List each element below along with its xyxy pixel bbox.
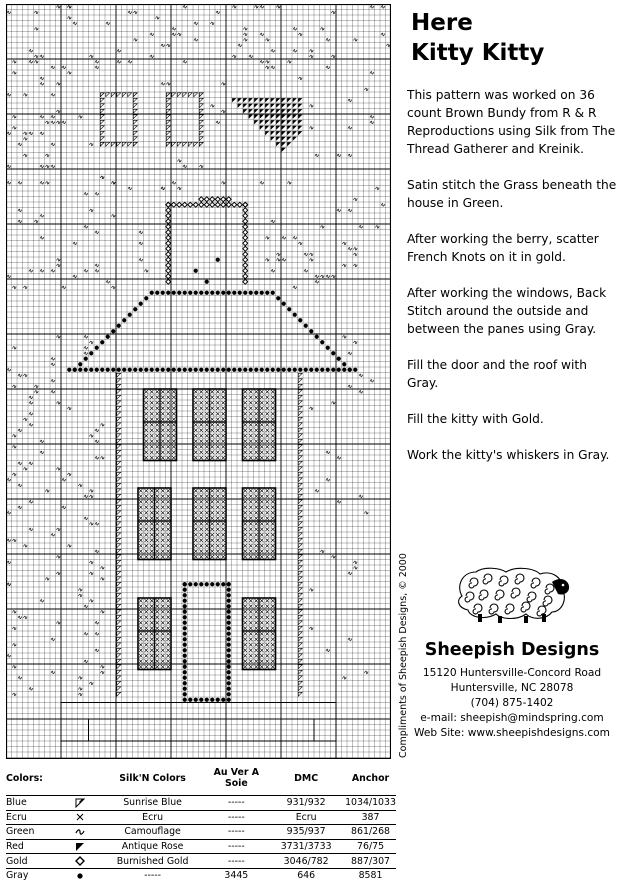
company-website: Web Site: www.sheepishdesigns.com xyxy=(414,727,610,739)
legend-row-green xyxy=(6,825,396,840)
anchor-color: 387 xyxy=(345,810,396,825)
anchor-color: 887/307 xyxy=(345,854,396,869)
silk-color: Ecru xyxy=(100,810,206,825)
copyright-credit: Compliments of Sheepish Designs, © 2000 xyxy=(398,553,409,758)
legend-header-anchor: Anchor xyxy=(351,772,390,784)
color-name: Gold xyxy=(6,854,60,869)
legend-header-colors: Colors: xyxy=(6,772,43,784)
company-email: e-mail: sheepish@mindspring.com xyxy=(420,712,604,724)
color-name: Red xyxy=(6,839,60,854)
cross-stitch-chart xyxy=(6,4,391,759)
sheep-logo xyxy=(454,566,570,624)
auver-color: ----- xyxy=(205,854,267,869)
company-name: Sheepish Designs xyxy=(424,640,600,660)
silk-color: Burnished Gold xyxy=(100,854,206,869)
color-name: Blue xyxy=(6,796,60,811)
legend-row-gold xyxy=(6,854,396,869)
legend-header-row xyxy=(6,764,396,796)
legend-header-dmc: DMC xyxy=(294,772,319,784)
instruction-grass: Satin stitch the Grass beneath the house in Green. xyxy=(407,178,617,210)
chart-grid xyxy=(6,4,391,759)
color-legend xyxy=(6,764,396,883)
color-name: Ecru xyxy=(6,810,60,825)
auver-color: 3445 xyxy=(205,868,267,882)
anchor-color: 1034/1033 xyxy=(345,797,396,809)
dmc-color: 3046/782 xyxy=(267,854,345,869)
auver-color: ----- xyxy=(205,796,267,811)
silk-color: Sunrise Blue xyxy=(100,796,206,811)
color-name: Gray xyxy=(6,868,60,882)
dmc-color: 931/932 xyxy=(267,796,345,811)
legend-row-ecru xyxy=(6,810,396,825)
silk-color: Antique Rose xyxy=(100,839,206,854)
dmc-color: Ecru xyxy=(267,810,345,825)
legend-header-auver: Au Ver A Soie xyxy=(213,767,260,789)
color-legend-table xyxy=(6,764,396,883)
instructions xyxy=(407,86,619,482)
auver-color: ----- xyxy=(205,810,267,825)
instruction-windows: After working the windows, Back Stitch around the outside and between the panes using Gray. xyxy=(407,286,607,336)
auver-color: ----- xyxy=(205,839,267,854)
legend-header-silk: Silk'N Colors xyxy=(119,772,186,784)
instruction-fabric: This pattern was worked on 36 count Brown Bundy from R & R Reproductions using Silk from The Thread Gatherer and Kreinik. xyxy=(407,88,616,156)
dmc-color: 646 xyxy=(267,868,345,882)
dmc-color: 3731/3733 xyxy=(267,839,345,854)
title-line-2: Kitty Kitty xyxy=(411,40,545,66)
title-line-1: Here xyxy=(411,10,473,36)
company-address-1: 15120 Huntersville-Concord Road xyxy=(422,667,602,679)
s-curve-icon xyxy=(60,825,100,840)
legend-header-symbol xyxy=(60,764,100,796)
dot-icon xyxy=(60,868,100,882)
company-info xyxy=(405,640,619,741)
anchor-color: 861/268 xyxy=(345,825,396,840)
company-address-2: Huntersville, NC 28078 xyxy=(450,682,574,694)
company-phone: (704) 875-1402 xyxy=(470,697,554,709)
color-name: Green xyxy=(6,825,60,840)
instruction-whiskers: Work the kitty's whiskers in Gray. xyxy=(407,448,610,462)
silk-color: Camouflage xyxy=(100,825,206,840)
cross-icon xyxy=(60,810,100,825)
anchor-color: 8581 xyxy=(345,868,396,882)
filled-triangle-icon xyxy=(60,839,100,854)
instruction-door-roof: Fill the door and the roof with Gray. xyxy=(407,358,587,390)
blue-triangle-icon xyxy=(60,796,100,811)
legend-row-blue xyxy=(6,796,396,811)
pattern-title xyxy=(411,8,544,68)
dmc-color: 935/937 xyxy=(267,825,345,840)
anchor-color: 76/75 xyxy=(345,839,396,854)
auver-color: ----- xyxy=(205,825,267,840)
diamond-icon xyxy=(60,854,100,869)
instruction-kitty: Fill the kitty with Gold. xyxy=(407,412,544,426)
legend-row-red xyxy=(6,839,396,854)
instruction-berry: After working the berry, scatter French Knots on it in gold. xyxy=(407,232,599,264)
legend-row-gray xyxy=(6,868,396,882)
silk-color: ----- xyxy=(100,868,206,882)
